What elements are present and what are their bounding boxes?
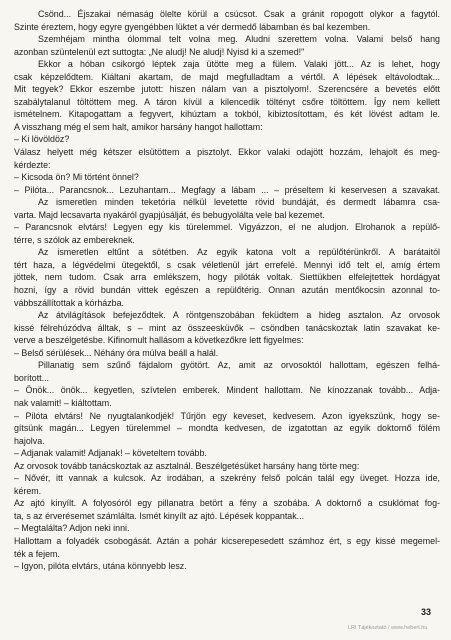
text-line: varta. Majd lecsavarta nyakáról gyapjúsálját, és bebugyolálta vele bal kezemet. <box>14 209 325 220</box>
text-line: – Igyon, pilóta elvtárs, utána könnyebb lesz. <box>14 561 187 572</box>
text-line: gítsünk magán... Legyen türelemmel – mondta kedvesen, de izgatottan az egyik doktornő fölém <box>14 423 440 434</box>
text-line: Csönd... Éjszakai némaság ölelte körül a csúcsot. Csak a gránit ropogott olykor a fagytól. <box>38 9 440 19</box>
text-line: Válasz helyett még kétszer elsütöttem a pisztolyt. Ekkor valaki odajött hozzám, lehajolt és meg- <box>14 147 440 158</box>
text-line: térre, s szólok az embereknek. <box>14 234 135 245</box>
text-line: nak valamit! – kiáltottam. <box>14 397 112 408</box>
text-line: Hallottam a folyadék csobogását. Aztán a pohár kicserepesedett számhoz ért, s egy kissé megemel- <box>14 535 440 546</box>
text-line: tért haza, a légvédelmi ütegektől, s csak véletlenül járt errefelé. Mennyi idő telt el, amíg értem <box>14 259 440 270</box>
text-line: – Megtalálta? Adjon neki inni. <box>14 523 130 534</box>
text-line: Az ismeretlen minden teketória nélkül levetette rövid bundáját, és dermedt lábamra csa- <box>38 197 440 208</box>
text-line: – Pilóta elvtárs! Ne nyugtalankodjék! Tűrjön egy keveset, kedvesem. Azon igyekszünk, hogy se- <box>14 410 440 421</box>
text-line: Ekkor a hóban csikorgó léptek zaja ütötte meg a fülem. Valaki jött... Az is lehet, hogy <box>38 59 440 70</box>
text-line: – Ki lövöldöz? <box>14 134 70 145</box>
text-line: Szemhéjam mintha ólommal telt volna meg. Aludni szerettem volna. Valami belső hang <box>38 34 440 45</box>
text-line: Az átvilágítások befejeződtek. A röntgenszobában feküdtem a hideg asztalon. Az orvosok <box>38 310 440 321</box>
watermark: LRI Tájékoztató / www.hebert.hu <box>348 625 428 631</box>
text-line: Szinte éreztem, hogy egyre gyengébben lüktet a vér dermedő lábamban és bal kezemben. <box>14 21 371 32</box>
text-line: szabálytalanul töltöttem meg. A táron kívül a kilencedik töltényt csőre töltöttem. Így nem kellett <box>14 96 440 107</box>
text-line: A visszhang még el sem halt, amikor harsány hangot hallottam: <box>14 121 263 132</box>
page-body <box>14 8 440 573</box>
text-line: ték a fejem. <box>14 548 60 559</box>
text-line: Az ismeretlen eltűnt a sötétben. Az egyik katona volt a repülőtérünkről. A barátaitól <box>38 247 440 258</box>
text-line: jöttek, nem tudom. Csak arra emlékszem, hogy pilóták voltak. Siettükben elfelejtettek hordágyat <box>14 272 440 283</box>
text-line: ismételnem. Kitapogattam a fegyvert, kihúztam a tokból, kibiztosítottam, és két lövést adtam le. <box>14 109 440 120</box>
text-line: Az ajtó kinyílt. A folyosóról egy pillanatra betört a fény a szobába. A doktornő a csuklómat fog- <box>14 498 440 509</box>
text-line: verve a beszélgetésbe. Kifinomult hallásom a következőkre lett figyelmes: <box>14 335 304 346</box>
text-line: azonban szüntelenül ezt suttogta: „Ne aludj! Ne aludj! Nyisd ki a szemed!" <box>14 46 305 57</box>
text-line: kissé félrehúzódva álltak, s – mint az összeesküvők – csöndben tanácskoztak latin szavakat ke- <box>14 322 440 333</box>
text-line: kérdezte: <box>14 159 51 170</box>
text-line: ta, s az érverésemet számlálta. Ismét kinyílt az ajtó. Lépések koppantak... <box>14 510 305 521</box>
text-line: – Adjanak valamit! Adjanak! – követeltem tovább. <box>14 448 207 459</box>
page-number: 33 <box>421 607 432 617</box>
text-line: – Parancsnok elvtárs! Legyen egy kis türelemmel. Vigyázzon, el ne aludjon. Elrohanok a repülő- <box>14 222 440 233</box>
text-line: – Nővér, itt vannak a kulcsok. Az irodában, a szekrény felső polcán talál egy üveget. Hozza ide, <box>14 473 440 484</box>
text-line: borított... <box>14 372 50 383</box>
text-line: – Belső sérülések... Néhány óra múlva beáll a halál. <box>14 347 219 358</box>
text-line: hajolva. <box>14 435 45 446</box>
text-line: kérem. <box>14 485 42 496</box>
text-line: – Kicsoda ön? Mi történt önnel? <box>14 172 139 183</box>
text-line: Mit tegyek? Ekkor eszembe jutott: hiszen nálam van a pisztolyom!. Szerencsére a bevetés előtt <box>14 84 440 95</box>
text-line: csak képzelődtem. Kiáltani akartam, de majd megfulladtam a vértől. A lépések eltávolodtak... <box>14 71 440 82</box>
text-line: vábbszállítottak a kórházba. <box>14 297 125 308</box>
text-line: Pillanatig sem szűnő fájdalom gyötört. Az, amit az orvosoktól hallottam, egészen felhá- <box>38 360 440 371</box>
text-line: hozni, így a rövid bundán vittek egészen a repülőtérig. Onnan azután mentőkocsin azonnal to- <box>14 285 440 296</box>
text-line: Az orvosok tovább tanácskoztak az asztalnál. Beszélgetésüket harsány hang törte meg: <box>14 460 360 471</box>
text-line: – Pilóta... Parancsnok... Lezuhantam... Megfagy a lábam ... – préseltem ki keservesen a szavakat. <box>14 184 440 195</box>
text-line: – Önök... önök... kegyetlen, szívtelen emberek. Mindent hallottam. Ne kínozzanak tovább... Adja- <box>14 385 440 396</box>
